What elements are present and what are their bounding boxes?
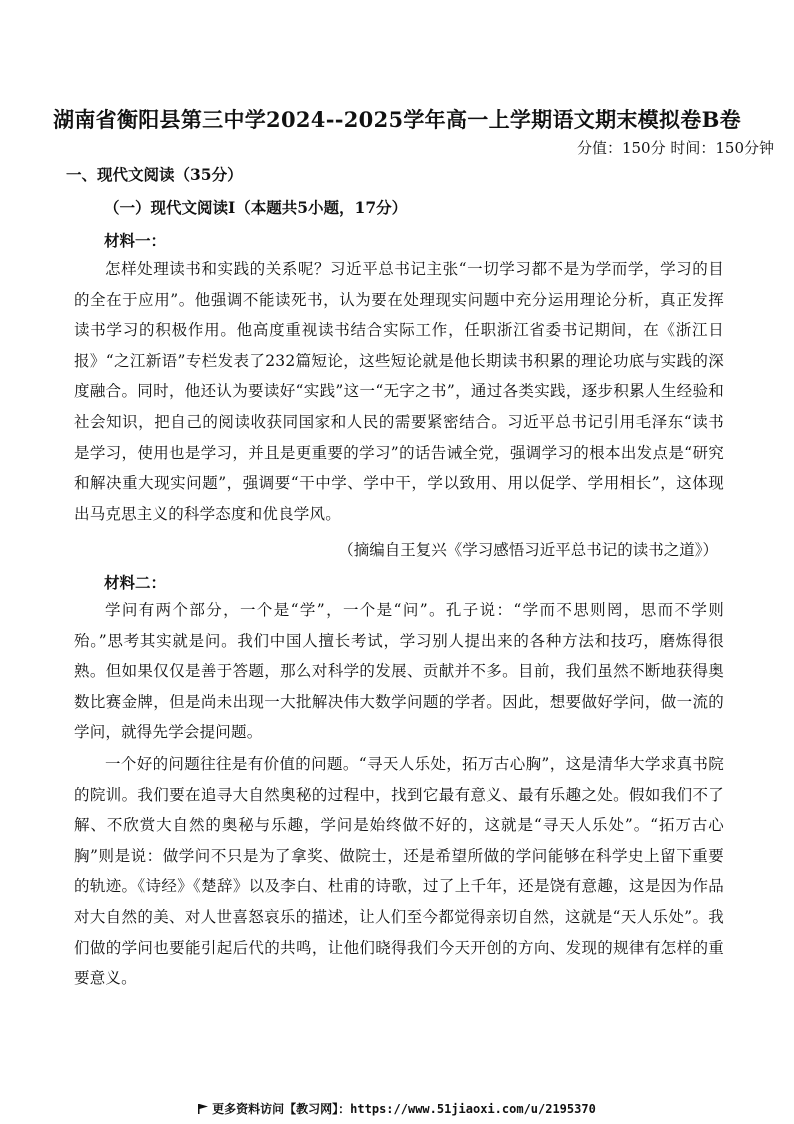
- footer: [0, 1100, 794, 1117]
- material-1-source: （摘编自王复兴《学习感悟习近平总书记的读书之道》）: [338, 541, 718, 559]
- material-1-paragraph: 怎样处理读书和实践的关系呢？习近平总书记主张“一切学习都不是为学而学，学习的目的全在于应用”。他强调不能读死书，认为要在处理现实问题中充分运用理论分析，真正发挥读书学习的积极作用。他高度重视读书结合实际工作，任职浙江省委书记期间，在《浙江日报》“之江新语”专栏发表了232篇短论，这些短论就是他长期读书积累的理论功底与实践的深度融合。同时，他还认为要读好“实践”这一“无字之书”，通过各类实践，逐步积累人生经验和社会知识，把自己的阅读收获同国家和人民的需要紧密结合。习近平总书记引用毛泽东“读书是学习，使用也是学习，并且是更重要的学习”的话告诫全党，强调学习的根本出发点是“研究和解决重大现实问题”，强调要“干中学、学中干，学以致用、用以促学、学用相长”，这体现出马克思主义的科学态度和优良学风。: [74, 260, 724, 523]
- material-2-paragraph-2: 一个好的问题往往是有价值的问题。“寻天人乐处，拓万古心胸”，这是清华大学求真书院的院训。我们要在追寻大自然奥秘的过程中，找到它最有意义、最有乐趣之处。假如我们不了解、不欣赏大自然的奥秘与乐趣，学问是始终做不好的，这就是“寻天人乐处”。“拓万古心胸”则是说：做学问不只是为了拿奖、做院士，还是希望所做的学问能够在科学史上留下重要的轨迹。《诗经》《楚辞》以及李白、杜甫的诗歌，过了上千年，还是饶有意趣，这是因为作品对大自然的美、对人世喜怒哀乐的描述，让人们至今都觉得亲切自然，这就是“天人乐处”。我们做的学问也要能引起后代的共鸣，让他们晓得我们今天开创的方向、发现的规律有怎样的重要意义。: [74, 755, 724, 988]
- score-time-info: 分值：150分 时间：150分钟: [576, 139, 774, 157]
- material-1-label: 材料一：: [104, 231, 167, 250]
- page-title: 湖南省衡阳县第三中学2024--2025学年高一上学期语文期末模拟卷B卷: [53, 107, 741, 132]
- subsection-heading: （一）现代文阅读Ⅰ（本题共5小题，17分）: [104, 198, 408, 217]
- material-2-paragraph-1: 学问有两个部分，一个是“学”，一个是“问”。孔子说：“学而不思则罔，思而不学则殆。”思考其实就是问。我们中国人擅长考试，学习别人提出来的各种方法和技巧，磨炼得很熟。但如果仅仅是善于答题，那么对科学的发展、贡献并不多。目前，我们虽然不断地获得奥数比赛金牌，但是尚未出现一大批解决伟大数学问题的学者。因此，想要做好学问，做一流的学问，就得先学会提问题。: [74, 601, 724, 742]
- flag-icon: [198, 1104, 208, 1114]
- footer-link[interactable]: 更多资料访问【教习网】：https://www.51jiaoxi.com/u/2195370: [212, 1102, 596, 1116]
- section-heading: 一、现代文阅读（35分）: [66, 165, 243, 184]
- material-2-label: 材料二：: [104, 573, 167, 592]
